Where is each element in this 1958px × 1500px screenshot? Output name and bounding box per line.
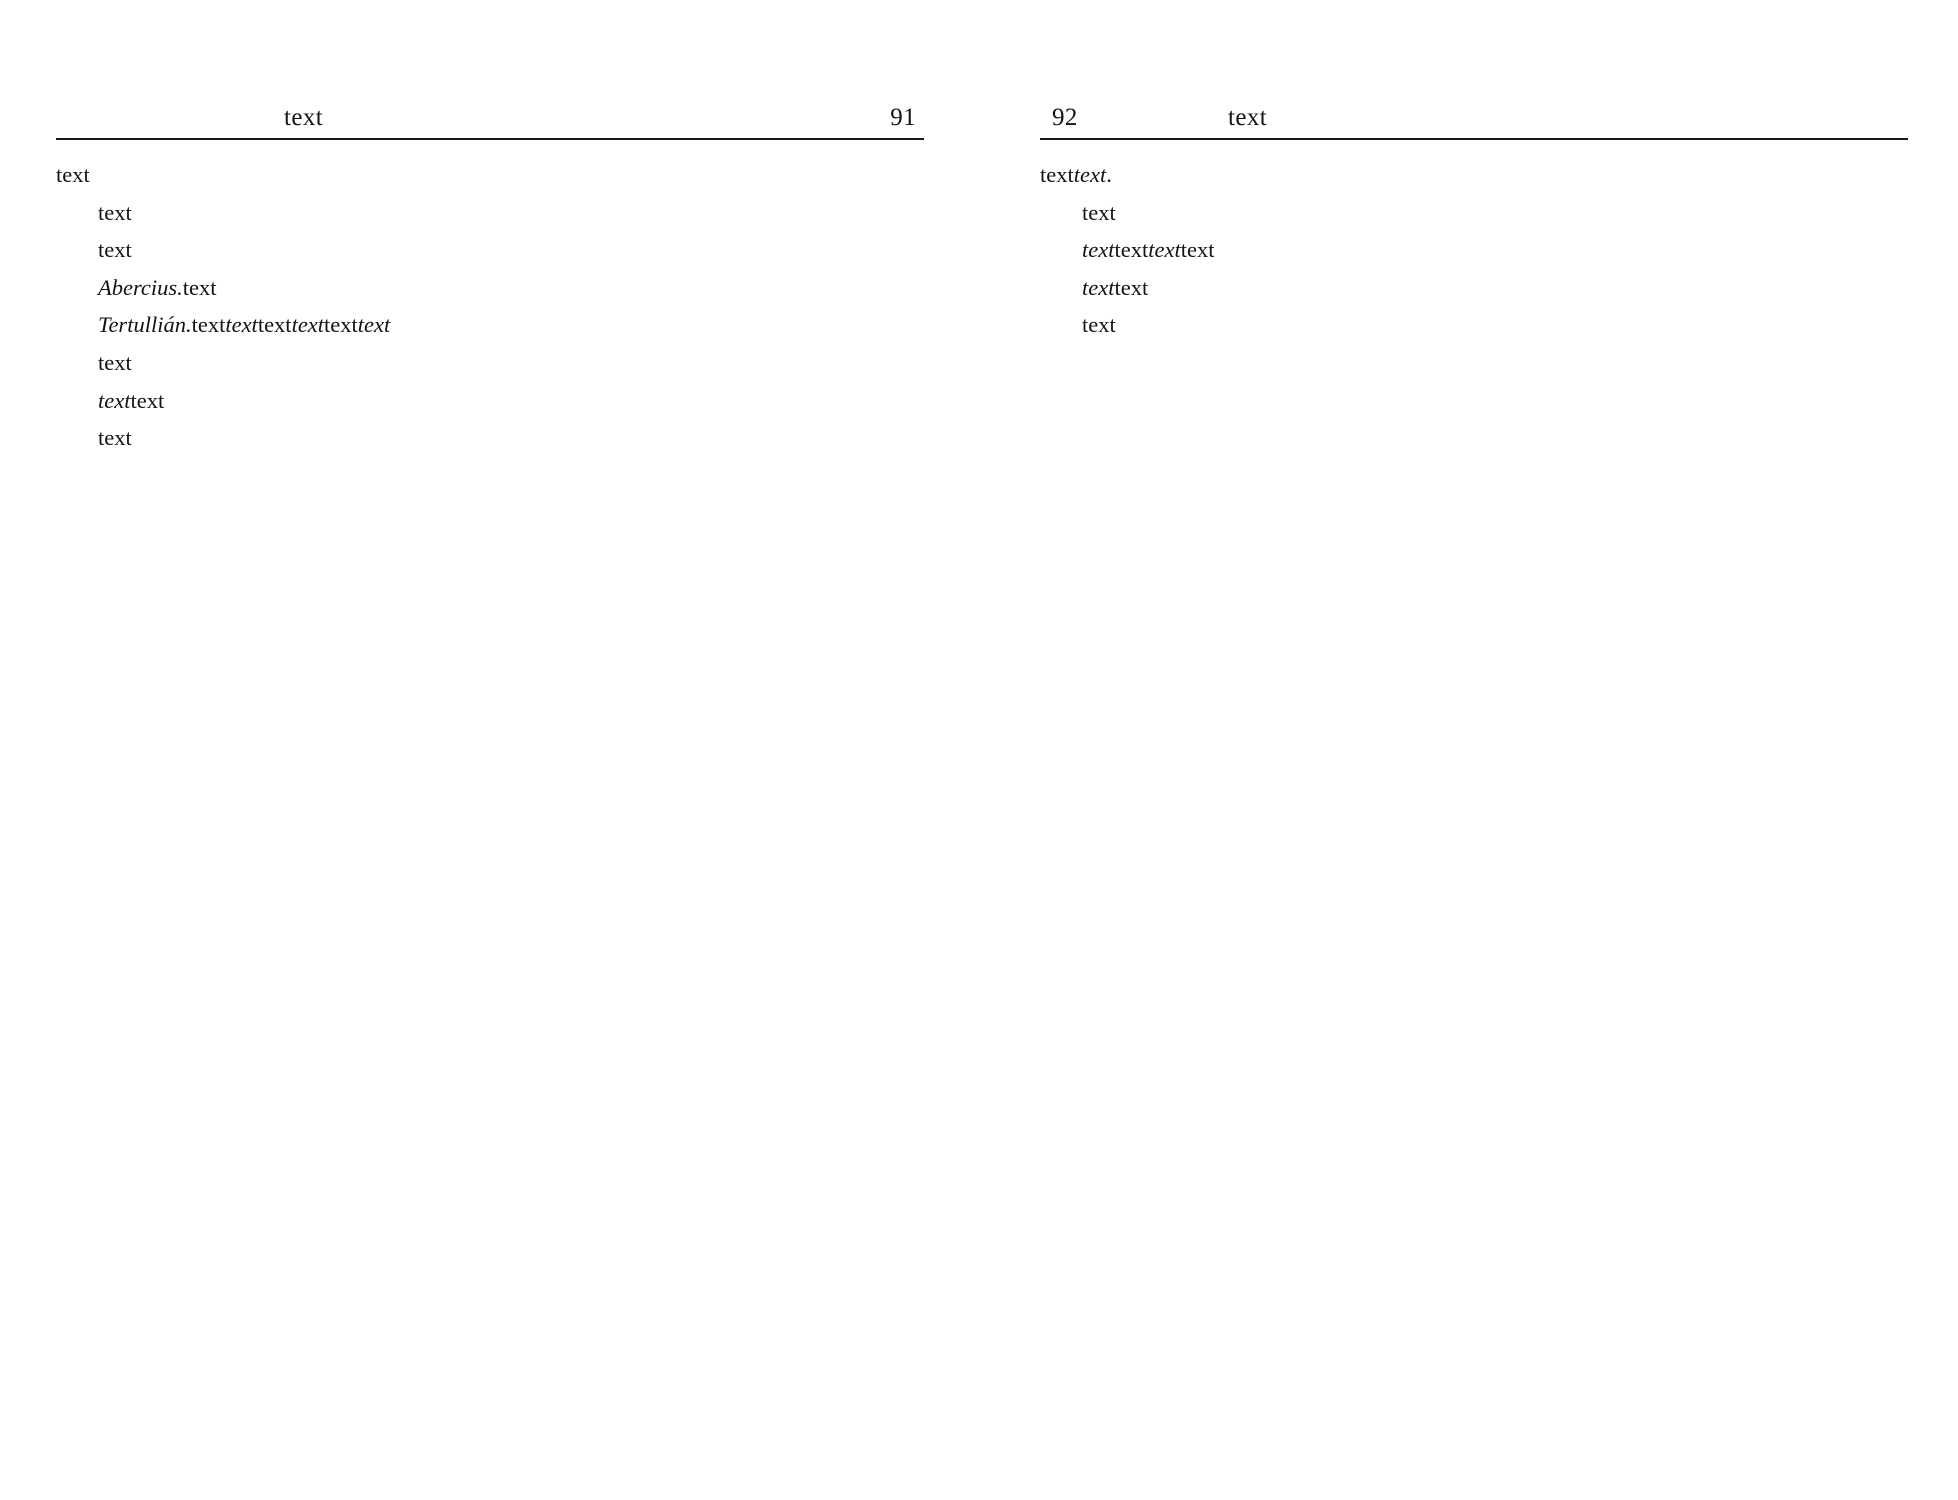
left-page-number: 91 <box>890 104 916 131</box>
paragraph <box>56 158 924 192</box>
citation: text <box>291 312 325 338</box>
section-heading: text <box>1082 274 1115 300</box>
right-page-number: 92 <box>1052 104 1078 131</box>
text-run: . <box>1106 162 1112 187</box>
paragraph <box>56 346 924 380</box>
text-run: text <box>98 199 132 225</box>
right-header-title: text <box>1228 104 1268 131</box>
paragraph <box>56 233 924 267</box>
text-run: text <box>98 425 132 451</box>
text-run: text <box>191 312 226 338</box>
right-running-header <box>1040 98 1908 140</box>
section-heading: Tertullián. <box>98 312 192 338</box>
left-header-title: text <box>284 104 324 131</box>
text-run: text <box>98 237 132 263</box>
section-heading: text <box>1082 237 1115 263</box>
section-heading: Abercius. <box>98 274 183 300</box>
text-run: text <box>1082 312 1116 338</box>
citation: text <box>225 312 258 338</box>
left-page-body <box>56 158 924 459</box>
paragraph <box>1040 158 1908 192</box>
paragraph <box>56 384 924 418</box>
paragraph <box>1040 308 1908 342</box>
text-run: text <box>324 312 358 338</box>
paragraph <box>56 308 924 342</box>
text-run: text <box>1082 199 1116 225</box>
citation: text <box>1073 162 1107 187</box>
paragraph <box>1040 196 1908 230</box>
citation: text <box>1148 237 1181 263</box>
citation: text <box>357 312 391 338</box>
text-run: text <box>56 162 90 187</box>
section-heading: text <box>98 387 131 413</box>
paragraph <box>1040 271 1908 305</box>
paragraph <box>56 271 924 305</box>
text-run: text <box>1114 274 1149 300</box>
paragraph <box>1040 233 1908 267</box>
text-run: text <box>182 274 217 300</box>
paragraph <box>56 421 924 455</box>
text-run: text <box>257 312 292 338</box>
paragraph <box>56 196 924 230</box>
text-run: text <box>1180 237 1215 263</box>
text-run: text <box>1040 162 1074 187</box>
right-page-body <box>1040 158 1908 346</box>
text-run: text <box>130 387 165 413</box>
left-running-header <box>56 98 924 140</box>
text-run: text <box>1114 237 1149 263</box>
text-run: text <box>98 349 132 375</box>
